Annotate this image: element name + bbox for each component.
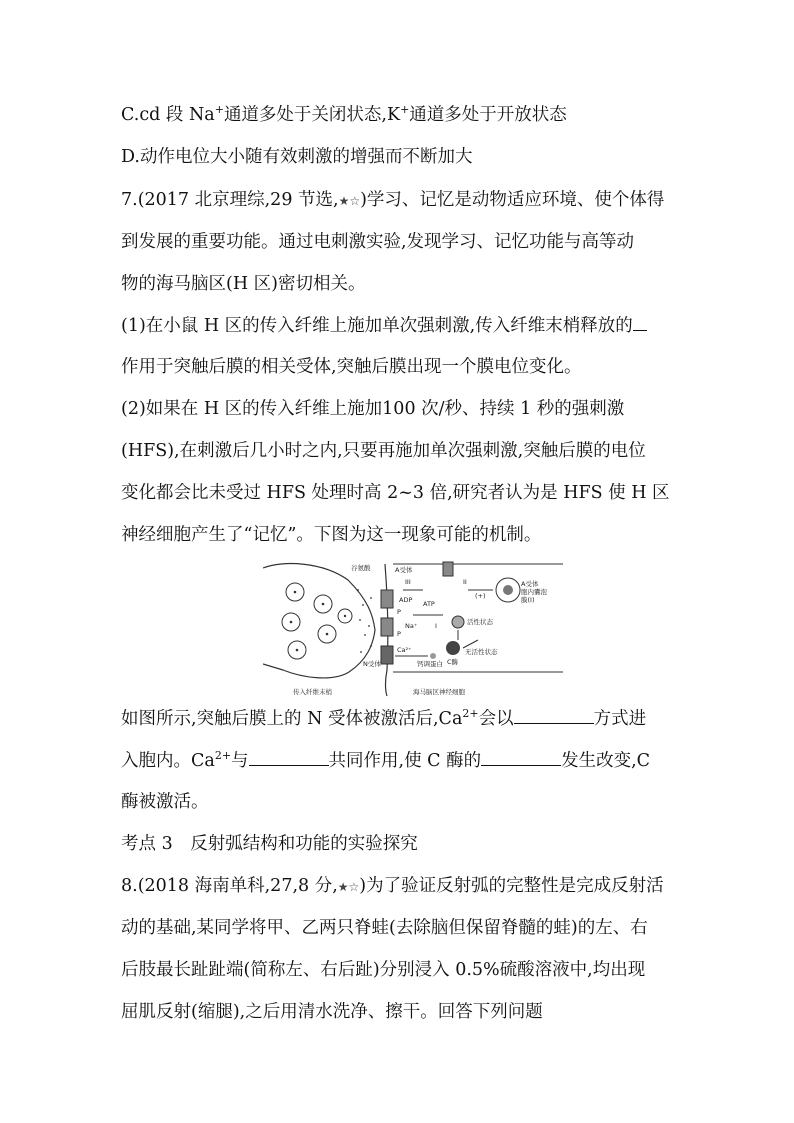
answer-blank[interactable]	[249, 748, 329, 766]
part-2-line-4: 神经细胞产生了“记忆”。下图为这一现象可能的机制。	[121, 525, 542, 545]
label-a-receptor: A受体	[395, 566, 413, 574]
option-c-text-b: 通道多处于关闭状态,K	[223, 105, 401, 125]
label-plus: (+)	[475, 592, 486, 600]
part-2-line-3: 变化都会比未受过 HFS 处理时高 2~3 倍,研究者认为是 HFS 使 H 区	[121, 483, 670, 503]
label-vesicle-2: 胞内囊泡	[521, 588, 547, 596]
label-na: Na⁺	[405, 622, 418, 630]
a-receptor-icon	[381, 590, 393, 608]
part-2-line-2: (HFS),在刺激后几小时之内,只要再施加单次强刺激,突触后膜的电位	[121, 441, 646, 461]
synaptic-vesicles	[282, 583, 352, 659]
q8-stem: )为了验证反射弧的完整性是完成反射活	[359, 876, 664, 896]
question-7-line-3: 物的海马脑区(H 区)密切相关。	[121, 274, 366, 294]
fig-q-text-b: 会以	[478, 709, 514, 729]
difficulty-star-icon: ★☆	[338, 194, 361, 208]
synapse-mechanism-figure	[263, 560, 563, 700]
label-hippocampal-neuron: 海马脑区神经细胞	[413, 688, 465, 696]
part-1-line-1	[121, 313, 647, 338]
option-c	[121, 103, 567, 127]
label-n-receptor: N受体	[363, 660, 381, 668]
label-inactive-state: 无活性状态	[465, 648, 498, 656]
question-8-line-2: 动的基础,某同学将甲、乙两只脊蛙(去除脑但保留脊髓的蛙)的左、右	[121, 918, 648, 938]
calmodulin-icon	[430, 653, 436, 659]
label-c-enzyme: C酶	[447, 658, 459, 666]
figure-question-line-1	[121, 706, 646, 731]
vesicle-receptor-icon	[503, 585, 513, 595]
label-p1: P	[397, 608, 401, 616]
label-p2: P	[397, 630, 401, 638]
fig-q-text-c: 方式进	[593, 709, 647, 729]
superscript: 2+	[214, 749, 232, 763]
label-atp: ATP	[423, 600, 435, 608]
q7-source: 7.(2017 北京理综,29 节选,	[121, 190, 339, 210]
active-c-enzyme-icon	[452, 616, 464, 628]
superscript: 2+	[462, 707, 479, 721]
q7-stem: )学习、记忆是动物适应环境、使个体得	[360, 190, 665, 210]
question-7-line-1	[121, 188, 664, 213]
q8-source: 8.(2018 海南单科,27,8 分,	[121, 876, 338, 896]
part-1-text: (1)在小鼠 H 区的传入纤维上施加单次强刺激,传入纤维末梢释放的	[121, 316, 633, 336]
superscript: +	[400, 103, 410, 117]
answer-blank[interactable]	[514, 706, 594, 724]
question-8-line-1	[121, 874, 664, 899]
synapse-diagram	[263, 560, 563, 700]
n-receptor-icon	[381, 646, 393, 664]
c-enzyme-icon	[446, 641, 460, 655]
label-i: I	[435, 622, 437, 630]
question-8-line-3: 后肢最长趾趾端(简称左、右后趾)分别浸入 0.5%硫酸溶液中,均出现	[121, 960, 646, 980]
a-receptor-icon-2	[381, 618, 393, 636]
difficulty-star-icon: ★☆	[337, 880, 360, 894]
label-roman-2: II	[463, 578, 467, 586]
question-8-line-4: 屈肌反射(缩腿),之后用清水洗净、擦干。回答下列问题	[121, 1002, 543, 1022]
superscript: +	[214, 103, 224, 117]
option-d: D.动作电位大小随有效刺激的增强而不断加大	[121, 147, 473, 167]
label-calmodulin: 钙调蛋白	[417, 660, 443, 668]
question-7-line-2: 到发展的重要功能。通过电刺激实验,发现学习、记忆功能与高等动	[121, 232, 635, 252]
label-adp: ADP	[399, 596, 413, 604]
label-roman-3: III	[405, 578, 411, 586]
answer-blank[interactable]	[633, 313, 647, 331]
label-vesicle-1: A受体	[521, 580, 539, 588]
option-c-text-a: C.cd 段 Na	[121, 105, 215, 125]
inserted-a-receptor-icon	[443, 562, 453, 576]
fig-q2-text-a: 入胞内。Ca	[121, 751, 215, 771]
figure-question-line-3: 酶被激活。	[121, 792, 209, 812]
figure-question-line-2	[121, 748, 650, 773]
part-1-line-2: 作用于突触后膜的相关受体,突触后膜出现一个膜电位变化。	[121, 357, 582, 377]
answer-blank[interactable]	[481, 748, 561, 766]
label-active-state: 活性状态	[467, 618, 493, 626]
part-2-line-1: (2)如果在 H 区的传入纤维上施加100 次/秒、持续 1 秒的强刺激	[121, 399, 625, 419]
section-heading: 考点 3 反射弧结构和功能的实验探究	[121, 834, 418, 854]
label-afferent-terminal: 传入纤维末梢	[293, 688, 332, 696]
option-c-text-c: 通道多处于开放状态	[409, 105, 567, 125]
fig-q2-text-b: 与	[231, 751, 249, 771]
fig-q2-text-c: 共同作用,使 C 酶的	[328, 751, 482, 771]
fig-q2-text-d: 发生改变,C	[561, 751, 651, 771]
fig-q-text-a: 如图所示,突触后膜上的 N 受体被激活后,Ca	[121, 709, 463, 729]
label-vesicle-3: 膜(I)	[521, 596, 535, 604]
label-glutamate: 谷氨酸	[351, 564, 371, 572]
label-ca: Ca²⁺	[397, 646, 412, 654]
presynaptic-membrane	[263, 564, 375, 678]
